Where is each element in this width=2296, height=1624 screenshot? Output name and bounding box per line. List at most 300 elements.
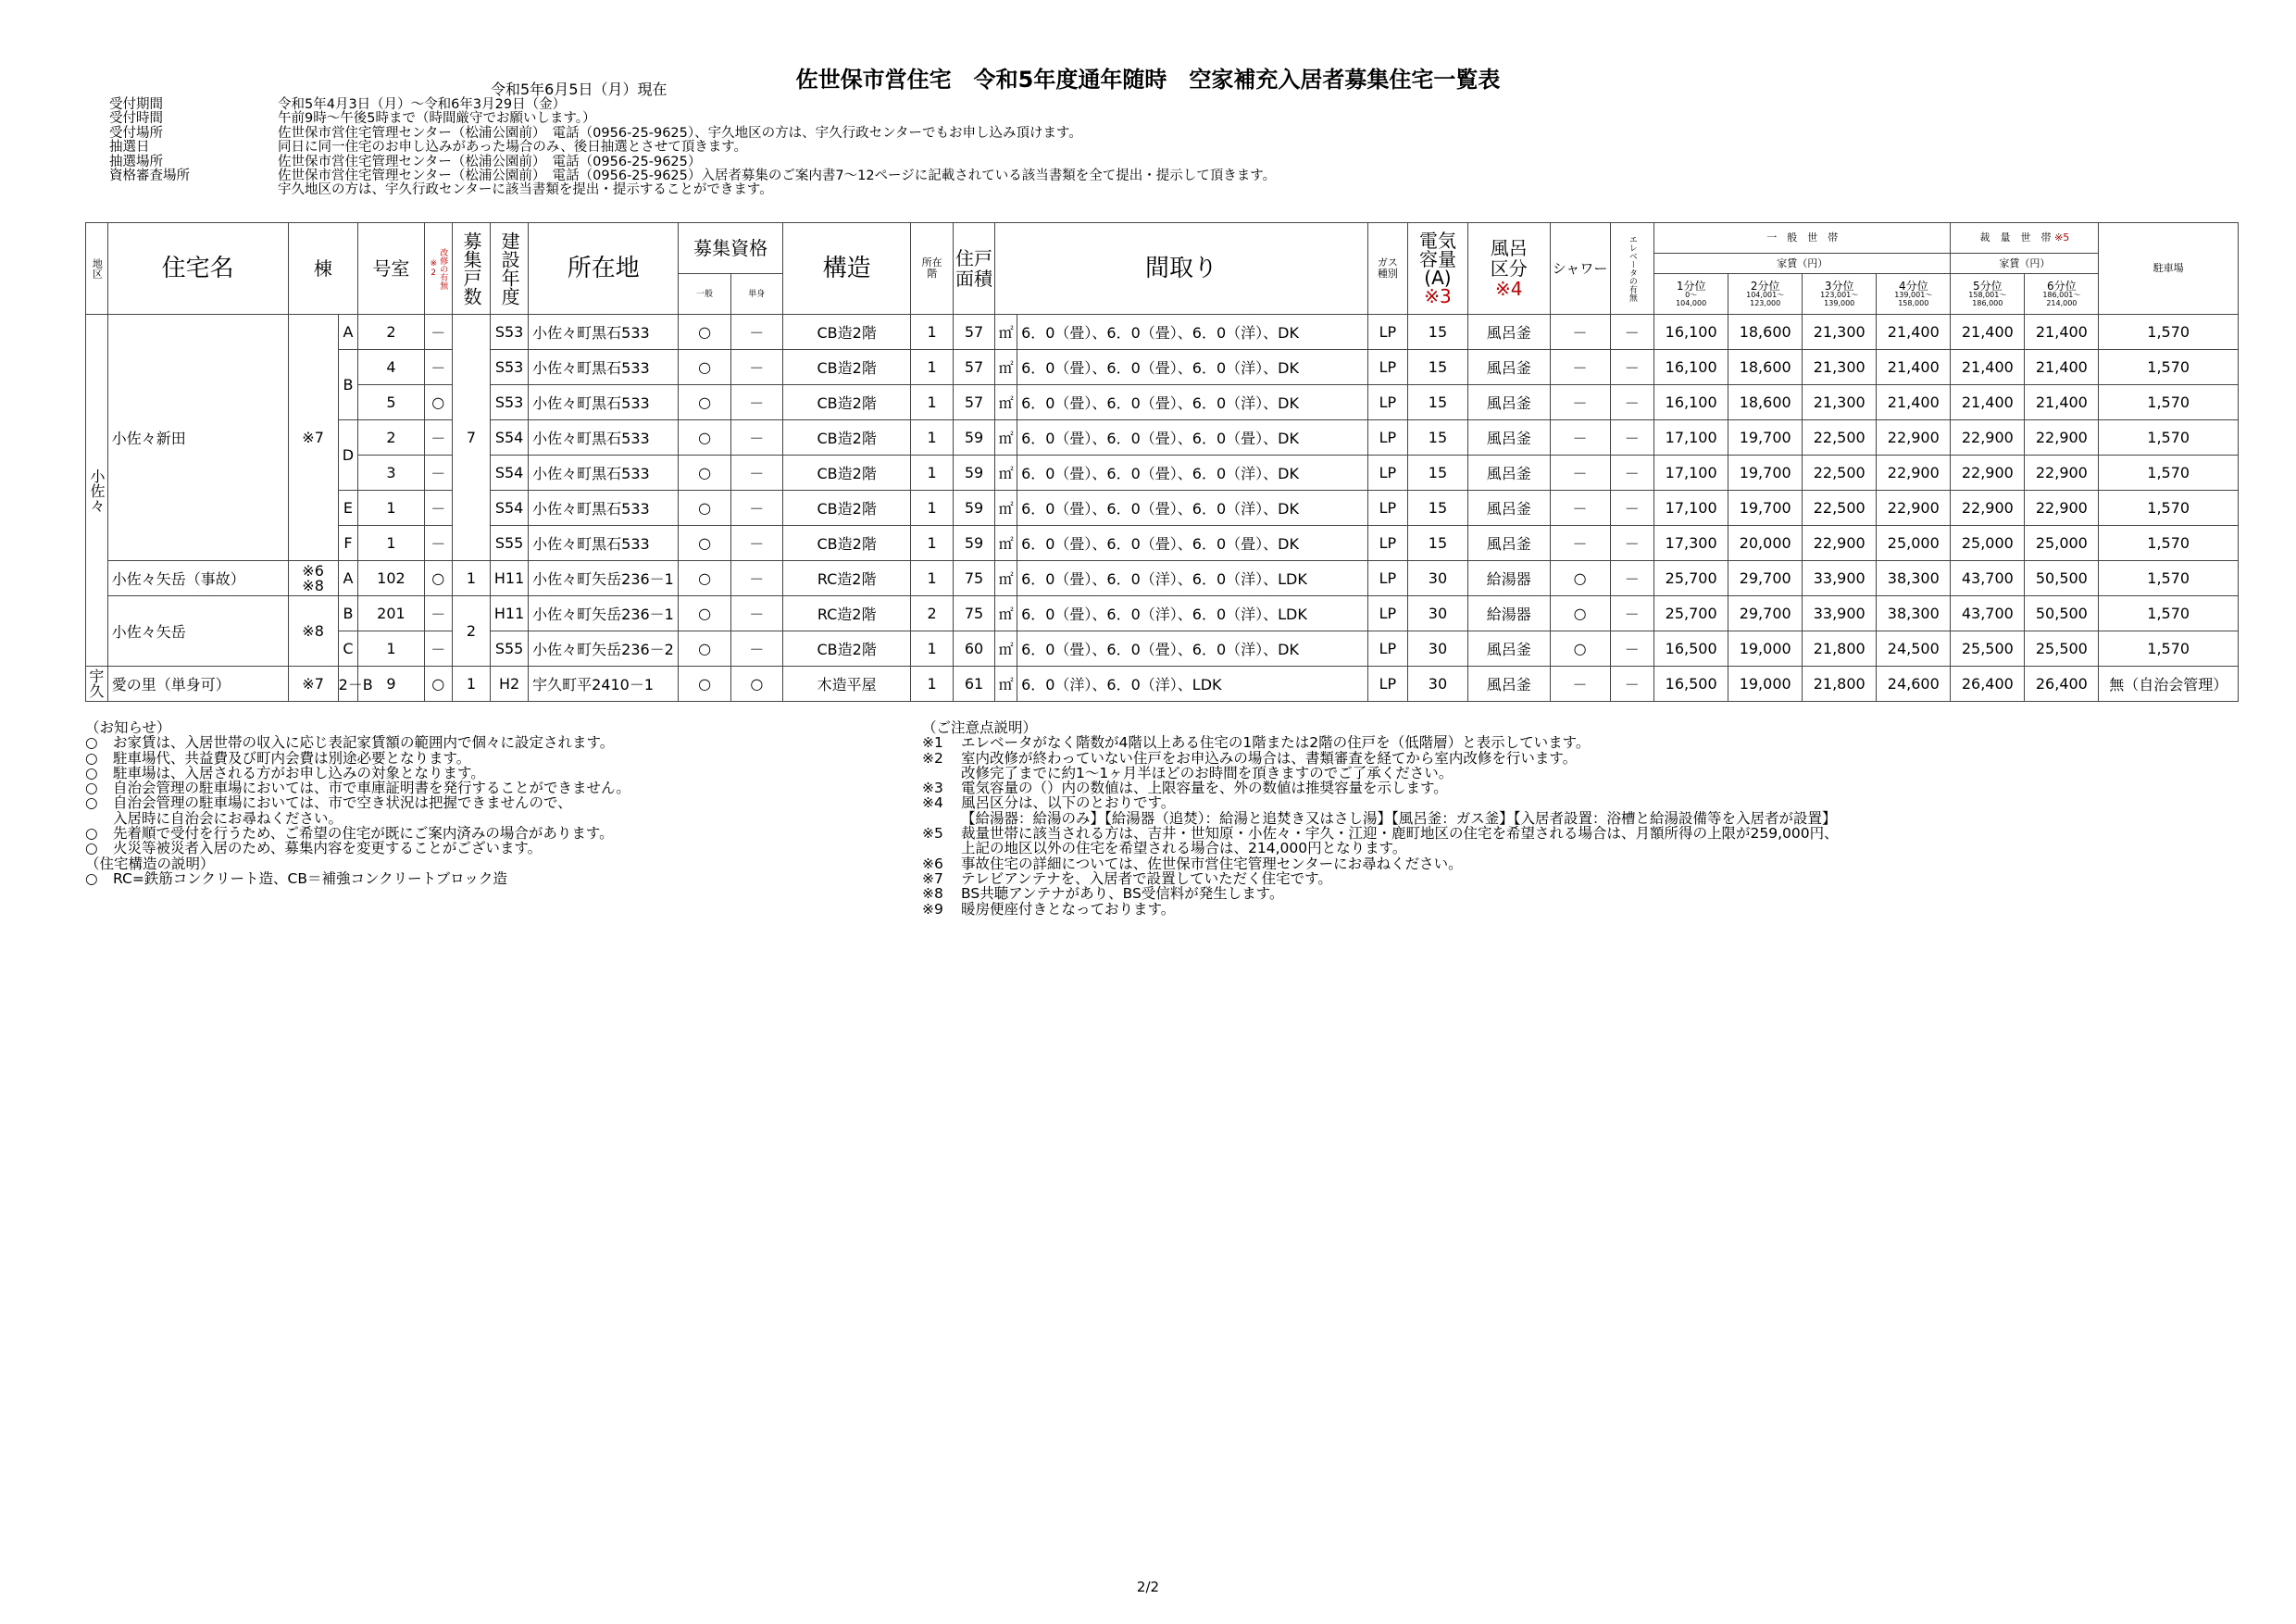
qual-single-cell: －	[730, 526, 782, 561]
qual-general-cell: ○	[679, 561, 730, 596]
bath-cell: 風呂釜	[1467, 385, 1550, 420]
address-cell: 小佐々町黒石533	[529, 420, 679, 456]
renovation-cell: －	[424, 315, 452, 350]
header-electric-capacity: 電気容量 (A) ※3	[1408, 223, 1468, 315]
electric-cell: 30	[1408, 667, 1468, 702]
elevator-cell: －	[1610, 420, 1654, 456]
rent-rank-5: 43,700	[1951, 561, 2025, 596]
layout-cell: 6．0（畳）、6．0（畳）、6．0（畳）、DK	[1017, 420, 1368, 456]
qual-single-cell: －	[730, 350, 782, 385]
gas-cell: LP	[1367, 526, 1407, 561]
header-rank-3: 3分位 123,001～ 139,000	[1803, 274, 1877, 315]
renovation-cell: －	[424, 631, 452, 667]
notice-item	[85, 795, 630, 810]
table-row	[86, 491, 2239, 526]
parking-cell: 1,570	[2099, 631, 2239, 667]
notice-item	[922, 720, 1839, 735]
parking-cell: 1,570	[2099, 526, 2239, 561]
shower-cell: －	[1550, 385, 1610, 420]
notice-text: 自治会管理の駐車場においては、市で車庫証明書を発行することができません。	[113, 780, 630, 797]
rent-rank-4: 24,600	[1877, 667, 1951, 702]
notice-item	[922, 766, 1839, 781]
page-number: 2/2	[1136, 1579, 1160, 1595]
shower-cell: －	[1550, 456, 1610, 491]
renovation-cell: －	[424, 491, 452, 526]
info-value: 同日に同一住宅のお申し込みがあった場合のみ、後日抽選とさせて頂きます。	[278, 140, 748, 156]
house-name: 愛の里（単身可）	[107, 667, 288, 702]
notice-item	[922, 826, 1839, 841]
unit-count: 1	[452, 561, 490, 596]
notice-mark: ○	[85, 749, 98, 767]
rent-rank-5: 21,400	[1951, 385, 2025, 420]
area-unit-cell: ㎡	[995, 385, 1017, 420]
header-bath-type: 風呂区分 ※4	[1467, 223, 1550, 315]
rent-rank-4: 24,500	[1877, 631, 1951, 667]
building-cell: A	[338, 315, 358, 350]
floor-cell: 1	[911, 631, 953, 667]
electric-cell: 30	[1408, 561, 1468, 596]
built-year-cell: H2	[491, 667, 529, 702]
house-name: 小佐々矢岳（事故）	[107, 561, 288, 596]
electric-cell: 30	[1408, 631, 1468, 667]
qual-single-cell: －	[730, 596, 782, 631]
floor-area-cell: 57	[953, 350, 994, 385]
header-room: 号室	[358, 223, 424, 315]
building-cell: F	[338, 526, 358, 561]
floor-area-cell: 59	[953, 526, 994, 561]
info-value: 佐世保市営住宅管理センター（松浦公園前） 電話（0956-25-9625）、宇久地区の方は、宇久行政センターでもお申し込み頂けます。	[278, 125, 1082, 141]
electric-cell: 15	[1408, 315, 1468, 350]
room-cell: 1	[358, 526, 424, 561]
area-unit-cell: ㎡	[995, 350, 1017, 385]
notice-mark: ○	[85, 734, 98, 752]
table-row	[86, 526, 2239, 561]
notice-mark: ※3	[922, 780, 943, 797]
header-qual-single: 単身	[730, 274, 782, 315]
area-unit-cell: ㎡	[995, 456, 1017, 491]
notice-text: RC=鉄筋コンクリート造、CB＝補強コンクリートブロック造	[113, 869, 507, 887]
qual-general-cell: ○	[679, 350, 730, 385]
floor-cell: 1	[911, 350, 953, 385]
elevator-cell: －	[1610, 385, 1654, 420]
building-cell: D	[338, 420, 358, 491]
unit-count: 2	[452, 596, 490, 667]
parking-cell: 1,570	[2099, 385, 2239, 420]
notice-mark: ○	[85, 764, 98, 781]
notice-mark: ○	[85, 840, 98, 857]
electric-cell: 15	[1408, 526, 1468, 561]
unit-count: 7	[452, 315, 490, 561]
gas-cell: LP	[1367, 596, 1407, 631]
notice-text: 室内改修が終わっていない住戸をお申込みの場合は、書類審査を経てから室内改修を行います。	[961, 749, 1578, 767]
building-cell: A	[338, 561, 358, 596]
rent-rank-3: 22,500	[1803, 420, 1877, 456]
electric-cell: 15	[1408, 420, 1468, 456]
rent-rank-2: 19,700	[1728, 456, 1803, 491]
notice-item	[85, 856, 630, 871]
notice-item	[922, 886, 1839, 901]
notice-mark: ※1	[922, 734, 943, 752]
renovation-cell: －	[424, 456, 452, 491]
floor-cell: 1	[911, 561, 953, 596]
notice-item	[922, 795, 1839, 810]
floor-area-cell: 61	[953, 667, 994, 702]
floor-area-cell: 60	[953, 631, 994, 667]
header-layout: 間取り	[995, 223, 1367, 315]
qual-general-cell: ○	[679, 315, 730, 350]
renovation-cell: －	[424, 420, 452, 456]
rent-rank-1: 17,100	[1654, 491, 1728, 526]
rent-rank-6: 21,400	[2025, 315, 2099, 350]
rent-rank-6: 21,400	[2025, 350, 2099, 385]
header-address: 所在地	[529, 223, 679, 315]
layout-cell: 6．0（畳）、6．0（畳）、6．0（洋）、DK	[1017, 491, 1368, 526]
room-cell: 102	[358, 561, 424, 596]
notice-text: 駐車場は、入居される方がお申し込みの対象となります。	[113, 764, 485, 781]
rent-rank-5: 21,400	[1951, 315, 2025, 350]
notice-item	[85, 841, 630, 856]
qual-single-cell: －	[730, 561, 782, 596]
table-row	[86, 350, 2239, 385]
gas-cell: LP	[1367, 631, 1407, 667]
shower-cell: －	[1550, 315, 1610, 350]
gas-cell: LP	[1367, 385, 1407, 420]
layout-cell: 6．0（畳）、6．0（洋）、6．0（洋）、LDK	[1017, 596, 1368, 631]
bath-cell: 風呂釜	[1467, 631, 1550, 667]
bath-cell: 給湯器	[1467, 596, 1550, 631]
page-title: 佐世保市営住宅 令和5年度通年随時 空家補充入居者募集住宅一覧表	[795, 67, 1501, 93]
notice-item	[85, 720, 630, 735]
rent-rank-5: 22,900	[1951, 456, 2025, 491]
table-row	[86, 631, 2239, 667]
renovation-cell: －	[424, 350, 452, 385]
structure-cell: CB造2階	[782, 385, 910, 420]
address-cell: 小佐々町黒石533	[529, 491, 679, 526]
rent-rank-3: 21,800	[1803, 631, 1877, 667]
rent-rank-4: 22,900	[1877, 456, 1951, 491]
layout-cell: 6．0（畳）、6．0（畳）、6．0（洋）、DK	[1017, 350, 1368, 385]
rent-rank-1: 17,100	[1654, 456, 1728, 491]
renovation-cell: －	[424, 596, 452, 631]
address-cell: 小佐々町黒石533	[529, 526, 679, 561]
notice-item	[85, 735, 630, 750]
info-label: 受付期間	[109, 97, 163, 112]
unit-count: 1	[452, 667, 490, 702]
rent-rank-4: 21,400	[1877, 315, 1951, 350]
header-rank-4: 4分位 139,001～ 158,000	[1877, 274, 1951, 315]
floor-area-cell: 75	[953, 596, 994, 631]
built-year-cell: S54	[491, 491, 529, 526]
header-structure: 構造	[782, 223, 910, 315]
gas-cell: LP	[1367, 456, 1407, 491]
elevator-cell: －	[1610, 491, 1654, 526]
house-note: ※7	[288, 315, 338, 561]
notice-text: 風呂区分は、以下のとおりです。	[961, 794, 1176, 812]
notice-text: （お知らせ）	[85, 719, 171, 736]
notice-text: 暖房便座付きとなっております。	[961, 900, 1176, 918]
notices-right	[922, 720, 1839, 917]
info-value: 佐世保市営住宅管理センター（松浦公園前） 電話（0956-25-9625）	[278, 154, 702, 169]
rent-rank-5: 43,700	[1951, 596, 2025, 631]
notice-mark: ※2	[922, 749, 943, 767]
rent-rank-2: 19,000	[1728, 631, 1803, 667]
address-cell: 小佐々町矢岳236－2	[529, 631, 679, 667]
shower-cell: －	[1550, 526, 1610, 561]
layout-cell: 6．0（畳）、6．0（畳）、6．0（洋）、DK	[1017, 385, 1368, 420]
rent-rank-1: 16,100	[1654, 385, 1728, 420]
header-renovation: 改修の有無 ※2	[424, 223, 452, 315]
notice-text: 電気容量の（）内の数値は、上限容量を、外の数値は推奨容量を示します。	[961, 780, 1448, 797]
table-row	[86, 561, 2239, 596]
shower-cell: ○	[1550, 561, 1610, 596]
room-cell: 1	[358, 631, 424, 667]
floor-area-cell: 59	[953, 491, 994, 526]
rent-rank-4: 25,000	[1877, 526, 1951, 561]
header-rent-general: 家賃（円）	[1654, 254, 1951, 274]
room-cell: 1	[358, 491, 424, 526]
bath-cell: 風呂釜	[1467, 315, 1550, 350]
notice-text: 【給湯器：給湯のみ】【給湯器（追焚）：給湯と追焚き又はさし湯】【風呂釜：ガス釜】【入居者設置：浴槽と給湯設備等を入居者が設置】	[961, 809, 1837, 827]
shower-cell: ○	[1550, 596, 1610, 631]
notice-item	[85, 751, 630, 766]
rent-rank-4: 21,400	[1877, 350, 1951, 385]
rent-rank-3: 22,500	[1803, 491, 1877, 526]
rent-rank-4: 21,400	[1877, 385, 1951, 420]
renovation-cell: ○	[424, 385, 452, 420]
notice-text: BS共聴アンテナがあり、BS受信料が発生します。	[961, 885, 1284, 903]
rent-rank-5: 26,400	[1951, 667, 2025, 702]
elevator-cell: －	[1610, 456, 1654, 491]
notice-text: 駐車場代、共益費及び町内会費は別途必要となります。	[113, 749, 471, 767]
bath-cell: 風呂釜	[1467, 491, 1550, 526]
rent-rank-2: 19,700	[1728, 420, 1803, 456]
info-value: 令和5年4月3日（月）～令和6年3月29日（金）	[278, 97, 567, 112]
rent-rank-3: 21,300	[1803, 350, 1877, 385]
address-cell: 小佐々町黒石533	[529, 315, 679, 350]
header-rank-1: 1分位 0～ 104,000	[1654, 274, 1728, 315]
rent-rank-5: 21,400	[1951, 350, 2025, 385]
notice-text: 事故住宅の詳細については、佐世保市営住宅管理センターにお尋ねください。	[961, 855, 1463, 872]
bath-cell: 風呂釜	[1467, 456, 1550, 491]
area-unit-cell: ㎡	[995, 561, 1017, 596]
elevator-cell: －	[1610, 631, 1654, 667]
gas-cell: LP	[1367, 491, 1407, 526]
floor-area-cell: 59	[953, 420, 994, 456]
built-year-cell: S53	[491, 350, 529, 385]
gas-cell: LP	[1367, 667, 1407, 702]
floor-cell: 1	[911, 526, 953, 561]
header-discretion-household: 裁 量 世 帯 ※5	[1951, 223, 2099, 254]
qual-general-cell: ○	[679, 526, 730, 561]
building-cell: C	[338, 631, 358, 667]
parking-cell: 1,570	[2099, 456, 2239, 491]
info-row	[109, 127, 1276, 141]
rent-rank-1: 16,500	[1654, 631, 1728, 667]
address-cell: 小佐々町矢岳236－1	[529, 596, 679, 631]
info-label: 抽選場所	[109, 154, 163, 169]
rent-rank-4: 22,900	[1877, 491, 1951, 526]
qual-general-cell: ○	[679, 456, 730, 491]
qual-general-cell: ○	[679, 667, 730, 702]
qual-single-cell: ○	[730, 667, 782, 702]
notice-text: （ご注意点説明）	[922, 719, 1038, 736]
layout-cell: 6．0（畳）、6．0（畳）、6．0（洋）、DK	[1017, 631, 1368, 667]
notice-item	[85, 826, 630, 841]
table-row	[86, 596, 2239, 631]
shower-cell: －	[1550, 420, 1610, 456]
built-year-cell: S54	[491, 420, 529, 456]
header-shower: シャワー	[1550, 223, 1610, 315]
header-rank-6: 6分位 186,001～ 214,000	[2025, 274, 2099, 315]
notice-item	[922, 735, 1839, 750]
rent-rank-6: 50,500	[2025, 596, 2099, 631]
qual-general-cell: ○	[679, 420, 730, 456]
elevator-cell: －	[1610, 596, 1654, 631]
area-unit-cell: ㎡	[995, 315, 1017, 350]
header-floor-area: 住戸面積	[953, 223, 994, 315]
rent-rank-2: 29,700	[1728, 596, 1803, 631]
parking-cell: 1,570	[2099, 491, 2239, 526]
renovation-cell: ○	[424, 561, 452, 596]
address-cell: 小佐々町矢岳236－1	[529, 561, 679, 596]
notice-text: 入居時に自治会にお尋ねください。	[113, 809, 343, 827]
area-unit-cell: ㎡	[995, 420, 1017, 456]
rent-rank-6: 22,900	[2025, 420, 2099, 456]
notice-mark: ※8	[922, 885, 943, 903]
elevator-cell: －	[1610, 526, 1654, 561]
header-parking: 駐車場	[2099, 223, 2239, 315]
info-label: 受付場所	[109, 125, 163, 141]
qual-single-cell: －	[730, 456, 782, 491]
elevator-cell: －	[1610, 350, 1654, 385]
floor-cell: 1	[911, 491, 953, 526]
notice-text: （住宅構造の説明）	[85, 855, 215, 872]
rent-rank-1: 25,700	[1654, 561, 1728, 596]
bath-cell: 風呂釜	[1467, 350, 1550, 385]
rent-rank-6: 25,000	[2025, 526, 2099, 561]
notice-mark: ○	[85, 869, 98, 887]
qual-single-cell: －	[730, 385, 782, 420]
as-of-date: 令和5年6月5日（月）現在	[491, 81, 668, 98]
notice-item	[922, 781, 1839, 795]
rent-rank-4: 38,300	[1877, 561, 1951, 596]
area-unit-cell: ㎡	[995, 667, 1017, 702]
notice-item	[922, 902, 1839, 917]
house-note: ※8	[288, 596, 338, 667]
building-cell: B	[338, 350, 358, 420]
rent-rank-1: 17,100	[1654, 420, 1728, 456]
gas-cell: LP	[1367, 350, 1407, 385]
info-value: 午前9時～午後5時まで（時間厳守でお願いします。）	[278, 111, 596, 127]
notice-text: 自治会管理の駐車場においては、市で空き状況は把握できませんので、	[113, 794, 572, 812]
notice-item	[85, 766, 630, 781]
elevator-cell: －	[1610, 561, 1654, 596]
rent-rank-2: 19,000	[1728, 667, 1803, 702]
notice-mark: ※5	[922, 825, 943, 843]
rent-rank-3: 22,900	[1803, 526, 1877, 561]
house-name: 小佐々矢岳	[107, 596, 288, 667]
housing-table	[85, 222, 2239, 702]
notice-mark: ○	[85, 825, 98, 843]
built-year-cell: H11	[491, 596, 529, 631]
table-row	[86, 385, 2239, 420]
notice-mark: ※6	[922, 855, 943, 872]
floor-area-cell: 75	[953, 561, 994, 596]
rent-rank-6: 22,900	[2025, 491, 2099, 526]
header-house-name: 住宅名	[107, 223, 288, 315]
structure-cell: CB造2階	[782, 315, 910, 350]
rent-rank-6: 50,500	[2025, 561, 2099, 596]
shower-cell: ○	[1550, 631, 1610, 667]
rent-rank-5: 25,500	[1951, 631, 2025, 667]
header-rank-5: 5分位 158,001～ 186,000	[1951, 274, 2025, 315]
qual-general-cell: ○	[679, 491, 730, 526]
notice-text: エレベータがなく階数が4階以上ある住宅の1階または2階の住戸を（低階層）と表示しています。	[961, 734, 1591, 752]
shower-cell: －	[1550, 667, 1610, 702]
layout-cell: 6．0（畳）、6．0（畳）、6．0（畳）、DK	[1017, 526, 1368, 561]
bath-cell: 風呂釜	[1467, 526, 1550, 561]
application-info	[109, 98, 1276, 198]
notice-text: 裁量世帯に該当される方は、吉井・世知原・小佐々・宇久・江迎・鹿町地区の住宅を希望される場合は、月額所得の上限が259,000円、	[961, 825, 1839, 843]
parking-cell: 1,570	[2099, 315, 2239, 350]
qual-general-cell: ○	[679, 385, 730, 420]
rent-rank-1: 17,300	[1654, 526, 1728, 561]
floor-cell: 1	[911, 315, 953, 350]
renovation-cell: ○	[424, 667, 452, 702]
room-cell: 4	[358, 350, 424, 385]
rent-rank-3: 33,900	[1803, 561, 1877, 596]
header-rank-2: 2分位 104,001～ 123,000	[1728, 274, 1803, 315]
parking-cell: 無（自治会管理）	[2099, 667, 2239, 702]
address-cell: 小佐々町黒石533	[529, 385, 679, 420]
rent-rank-3: 21,800	[1803, 667, 1877, 702]
elevator-cell: －	[1610, 667, 1654, 702]
gas-cell: LP	[1367, 420, 1407, 456]
renovation-cell: －	[424, 526, 452, 561]
qual-general-cell: ○	[679, 631, 730, 667]
structure-cell: CB造2階	[782, 491, 910, 526]
notice-mark: ○	[85, 794, 98, 812]
header-qual-general: 一般	[679, 274, 730, 315]
rent-rank-1: 16,500	[1654, 667, 1728, 702]
rent-rank-3: 22,500	[1803, 456, 1877, 491]
structure-cell: 木造平屋	[782, 667, 910, 702]
layout-cell: 6．0（洋）、6．0（洋）、LDK	[1017, 667, 1368, 702]
room-cell: 201	[358, 596, 424, 631]
rent-rank-6: 26,400	[2025, 667, 2099, 702]
area-uku: 宇久	[86, 667, 108, 702]
layout-cell: 6．0（畳）、6．0（畳）、6．0（洋）、DK	[1017, 456, 1368, 491]
gas-cell: LP	[1367, 315, 1407, 350]
qual-single-cell: －	[730, 420, 782, 456]
notice-text: お家賃は、入居世帯の収入に応じ表記家賃額の範囲内で個々に設定されます。	[113, 734, 615, 752]
rent-rank-2: 18,600	[1728, 315, 1803, 350]
header-qualification: 募集資格	[679, 223, 783, 274]
header-building: 棟	[288, 223, 358, 315]
parking-cell: 1,570	[2099, 420, 2239, 456]
notice-mark: ※4	[922, 794, 943, 812]
rent-rank-3: 33,900	[1803, 596, 1877, 631]
house-note: ※7	[288, 667, 338, 702]
header-unit-count: 募集戸数	[452, 223, 490, 315]
notice-text: 上記の地区以外の住宅を希望される場合は、214,000円となります。	[961, 840, 1407, 857]
info-value: 佐世保市営住宅管理センター（松浦公園前） 電話（0956-25-9625）入居者募集のご案内書7～12ページに記載されている該当書類を全て提出・提示して頂きます。	[278, 169, 1277, 184]
built-year-cell: S53	[491, 385, 529, 420]
elevator-cell: －	[1610, 315, 1654, 350]
floor-cell: 1	[911, 667, 953, 702]
building-cell: 2－B	[338, 667, 358, 702]
parking-cell: 1,570	[2099, 596, 2239, 631]
